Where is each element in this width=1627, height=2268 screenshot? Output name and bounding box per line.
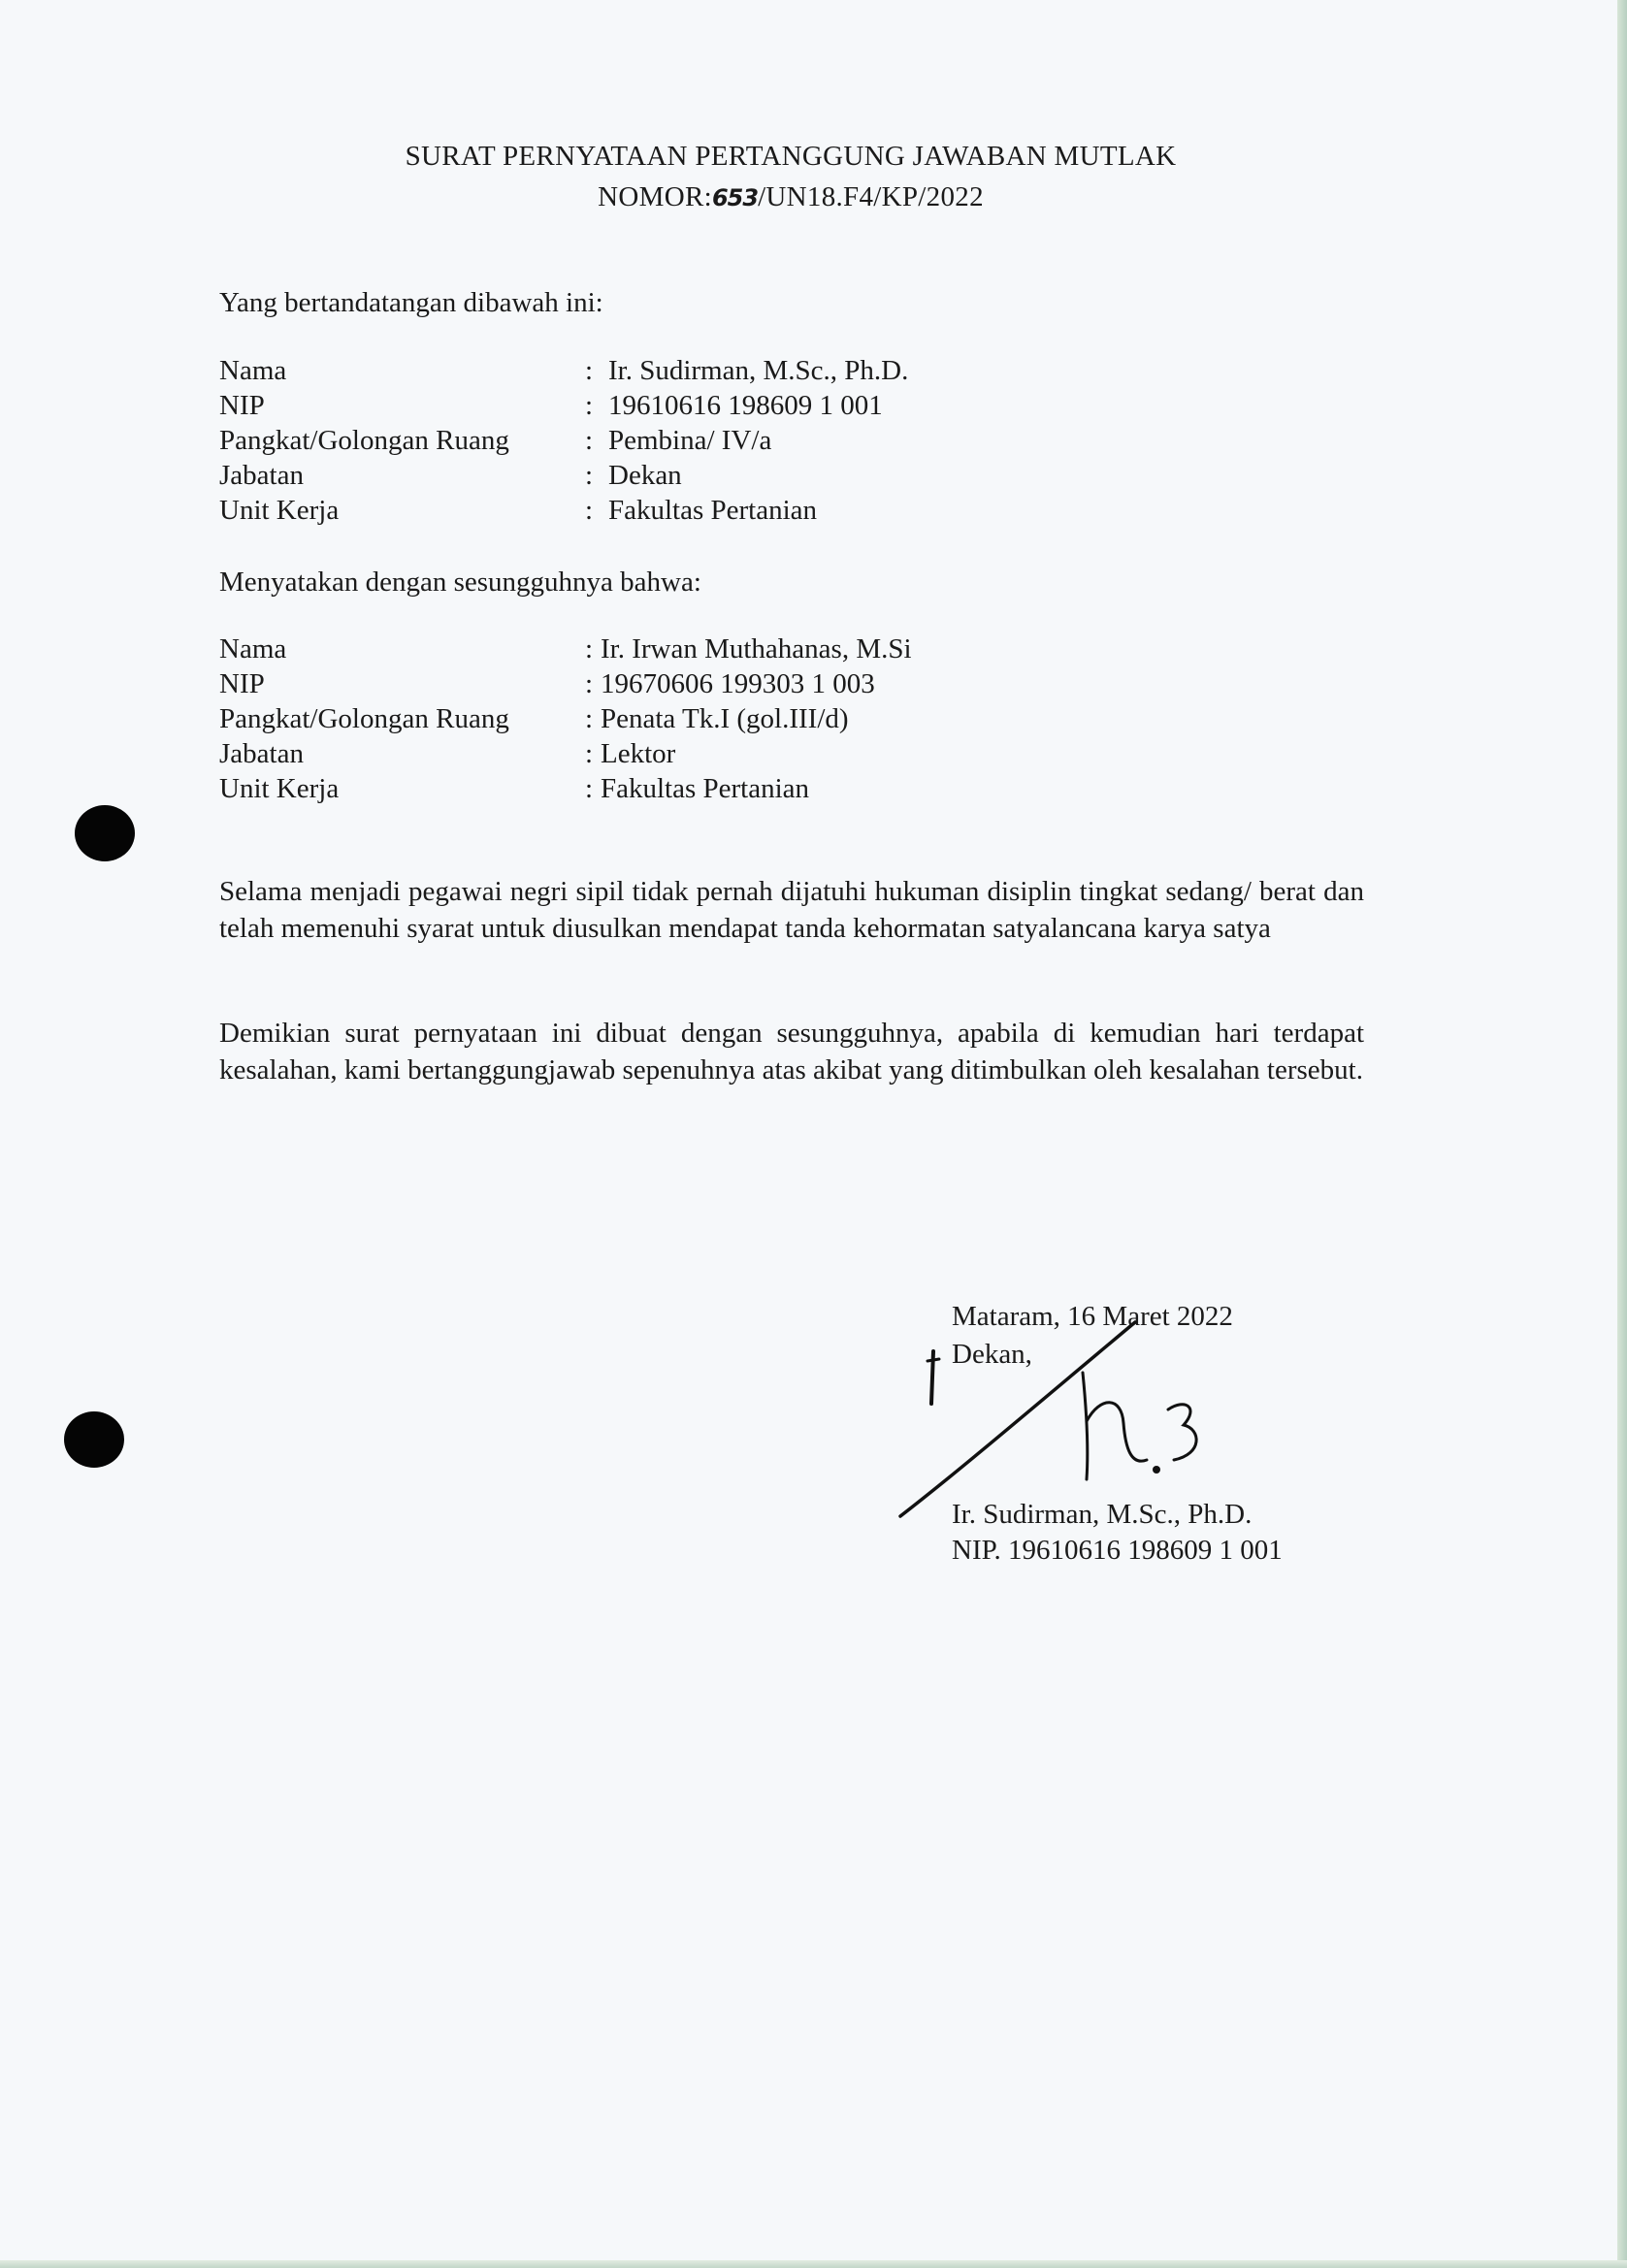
handwritten-number: 653 [711, 184, 759, 211]
signer-name: Ir. Sudirman, M.Sc., Ph.D. [952, 1499, 1253, 1530]
field-value: Dekan [608, 460, 682, 491]
subject-row-pangkat [219, 701, 912, 736]
field-colon: : [585, 738, 594, 769]
scan-edge-bottom [0, 2260, 1627, 2268]
field-label: NIP [219, 668, 265, 699]
field-value: Fakultas Pertanian [601, 773, 810, 804]
signer-intro: Yang bertandatangan dibawah ini: [219, 287, 603, 318]
signer-nip: NIP. 19610616 198609 1 001 [952, 1535, 1283, 1566]
field-colon: : [585, 425, 594, 456]
punch-hole-top [75, 805, 135, 861]
scan-edge-right [1617, 0, 1627, 2268]
field-value: Lektor [601, 738, 676, 769]
field-value: Ir. Irwan Muthahanas, M.Si [601, 633, 912, 664]
subject-intro: Menyatakan dengan sesungguhnya bahwa: [219, 567, 701, 598]
handwritten-signature [893, 1314, 1242, 1528]
document-title: SURAT PERNYATAAN PERTANGGUNG JAWABAN MUTLAK [405, 141, 1177, 172]
signer-row-unit [219, 493, 908, 528]
field-label: Nama [219, 355, 287, 386]
subject-fields [219, 632, 912, 806]
signer-row-nip [219, 388, 908, 423]
field-colon: : [585, 460, 594, 491]
place-date: Mataram, 16 Maret 2022 [952, 1301, 1233, 1332]
field-label: Pangkat/Golongan Ruang [219, 703, 509, 734]
subject-row-jabatan [219, 736, 912, 771]
field-label: Jabatan [219, 460, 304, 491]
subject-row-nip [219, 666, 912, 701]
field-colon: : [585, 390, 594, 421]
subject-row-nama [219, 632, 912, 666]
field-value: Penata Tk.I (gol.III/d) [601, 703, 849, 734]
signer-row-jabatan [219, 458, 908, 493]
signer-fields [219, 353, 908, 528]
field-colon: : [585, 773, 594, 804]
field-value: 19610616 198609 1 001 [608, 390, 883, 421]
number-suffix: /UN18.F4/KP/2022 [758, 181, 984, 212]
field-colon: : [585, 703, 594, 734]
signer-position: Dekan, [952, 1339, 1032, 1370]
field-label: Nama [219, 633, 287, 664]
field-value: Ir. Sudirman, M.Sc., Ph.D. [608, 355, 909, 386]
field-colon: : [585, 668, 594, 699]
field-label: Unit Kerja [219, 495, 340, 526]
number-prefix: NOMOR: [598, 181, 712, 212]
field-colon: : [585, 355, 594, 386]
field-label: Pangkat/Golongan Ruang [219, 425, 509, 456]
closing-paragraph: Demikian surat pernyataan ini dibuat dengan sesungguhnya, apabila di kemudian hari terdapat kesalahan, kami bertanggungjawab sepenuhnya atas akibat yang ditimbulkan oleh kesalahan tersebut. [219, 1018, 1364, 1085]
field-value: Fakultas Pertanian [608, 495, 818, 526]
field-value: Pembina/ IV/a [608, 425, 772, 456]
signer-row-pangkat [219, 423, 908, 458]
field-label: Unit Kerja [219, 773, 340, 804]
statement-paragraph: Selama menjadi pegawai negri sipil tidak pernah dijatuhi hukuman disiplin tingkat sedang/ berat dan telah memenuhi syarat untuk diusulkan mendapat tanda kehormatan satyalancana karya satya [219, 876, 1364, 944]
field-label: NIP [219, 390, 265, 421]
document-header [0, 136, 1581, 218]
field-colon: : [585, 633, 594, 664]
subject-row-unit [219, 771, 912, 806]
document-number [0, 177, 1581, 218]
field-colon: : [585, 495, 594, 526]
punch-hole-bottom [64, 1411, 124, 1468]
field-label: Jabatan [219, 738, 304, 769]
field-value: 19670606 199303 1 003 [601, 668, 875, 699]
signer-row-nama [219, 353, 908, 388]
